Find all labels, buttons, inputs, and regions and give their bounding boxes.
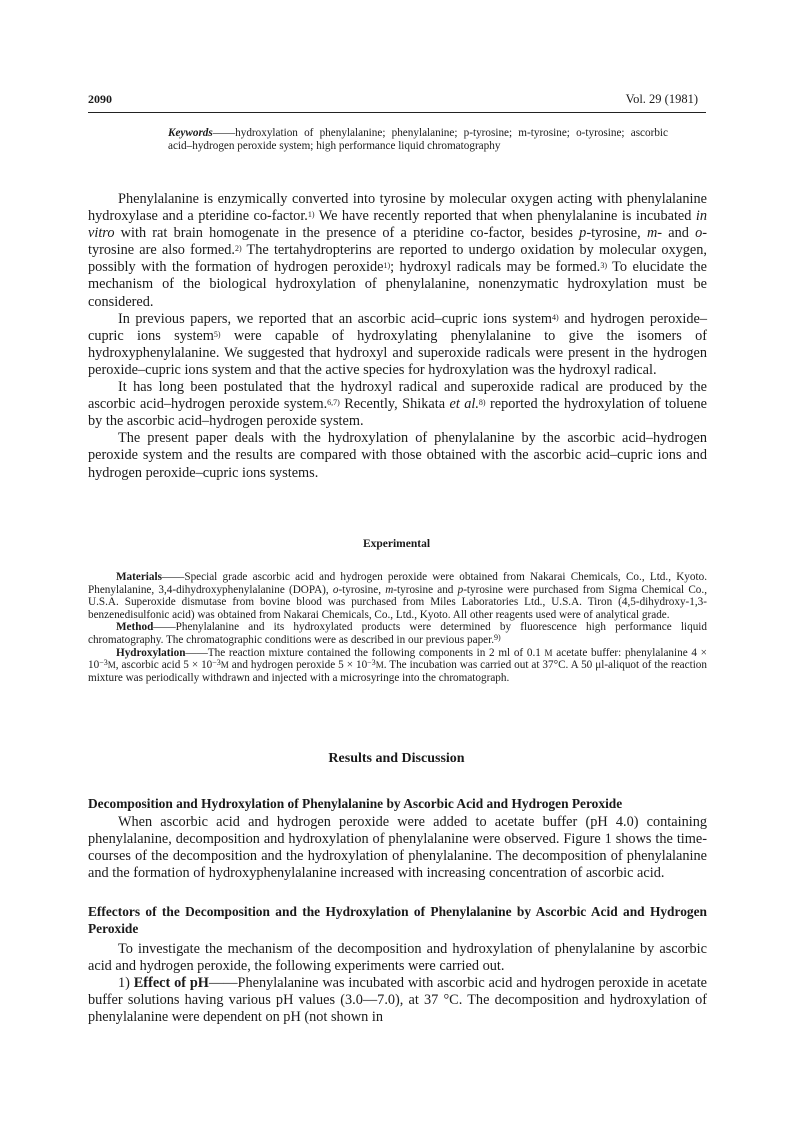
text: were capable of hydroxylating phenylalanine to give the isomers of hydroxyphenylalanine. We suggested that hydroxyl and superoxide radicals were present in the hydrogen peroxide–cupric ions system and that the active species for hydroxylation was the hydroxyl radical. xyxy=(88,327,707,378)
text: . The incubation was carried out at 37°C. A 50 μl-aliquot of the reaction mixture was periodically withdrawn and injected with a microsyringe into the chromatograph. xyxy=(88,659,707,684)
text: Phenylalanine was incubated with ascorbic acid and hydrogen peroxide in acetate buffer solutions having various pH values (3.0—7.0), at 37 °C. The decomposition and hydroxylation of phenylalanine were dependent on pH (not shown in xyxy=(88,975,708,1026)
text: and hydrogen peroxide 5 × 10 xyxy=(228,659,368,672)
text: , ascorbic acid 5 × 10 xyxy=(115,659,213,672)
text: Recently, Shikata xyxy=(339,396,450,413)
text: - and xyxy=(657,225,696,242)
materials-paragraph xyxy=(88,571,707,621)
unit: M xyxy=(107,660,116,671)
text: reported the hydroxylation of toluene by the ascorbic acid–hydrogen peroxide system. xyxy=(88,396,707,430)
ref: 4) xyxy=(552,312,559,322)
ref: 1) xyxy=(383,261,391,271)
text: and hydrogen peroxide–cupric ions system xyxy=(88,310,707,344)
exponent: −3 xyxy=(212,658,221,668)
experimental-block xyxy=(88,571,707,684)
ref: 5) xyxy=(213,329,221,339)
text-italic: m xyxy=(385,583,394,596)
intro-paragraph-3 xyxy=(88,379,707,430)
section-title-results: Results and Discussion xyxy=(328,751,465,766)
unit: M xyxy=(220,660,229,671)
text: ; hydroxyl radicals may be formed. xyxy=(390,259,601,276)
intro-paragraph-1 xyxy=(88,191,707,311)
method-label: Method xyxy=(116,621,154,634)
dash: —— xyxy=(185,646,208,659)
hydroxylation-paragraph xyxy=(88,647,707,685)
materials-label: Materials xyxy=(116,571,162,583)
results-paragraph-2: To investigate the mechanism of the decomposition and hydroxylation of phenylalanine by ascorbic acid and hydrogen peroxide, the following experiments were carried out. xyxy=(88,941,707,975)
text: Phenylalanine and its hydroxylated products were determined by fluorescence high performance liquid chromatography. The chromatographic conditions were as described in our previous paper. xyxy=(88,621,707,646)
text: In previous papers, we reported that an ascorbic acid–cupric ions system xyxy=(118,310,553,327)
text-italic: p xyxy=(579,225,587,242)
text: -tyrosine are also formed. xyxy=(88,225,707,259)
text-italic: o xyxy=(695,225,703,242)
text: Special grade ascorbic acid and hydrogen peroxide were obtained from Nakarai Chemicals, Co., Ltd., Kyoto. Phenylalanine, 3,4-dihydroxyphenylalanine (DOPA), xyxy=(88,571,707,596)
ref: 1) xyxy=(307,210,315,220)
text-italic: o xyxy=(332,583,339,596)
text: The reaction mixture contained the following components in 2 ml of 0.1 xyxy=(207,646,545,659)
text: It has long been postulated that the hydroxyl radical and superoxide radical are produced by the ascorbic acid–hydrogen peroxide system. xyxy=(88,379,707,413)
subheading-decomposition: Decomposition and Hydroxylation of Phenylalanine by Ascorbic Acid and Hydrogen Peroxide xyxy=(88,796,623,811)
dash: —— xyxy=(208,975,238,992)
results-paragraph-1-block xyxy=(88,814,707,882)
method-paragraph xyxy=(88,621,707,646)
text: Phenylalanine is enzymically converted into tyrosine by molecular oxygen acting with phenylalanine hydroxylase and a pteridine co-factor. xyxy=(88,191,707,225)
unit: M xyxy=(544,647,553,658)
intro-paragraph-4: The present paper deals with the hydroxylation of phenylalanine by the ascorbic acid–hydrogen peroxide system and the results are compared with those obtained with the ascorbic acid–cupric ions and hydrogen peroxide–cupric ions systems. xyxy=(88,430,707,481)
text: We have recently reported that when phenylalanine is incubated xyxy=(314,208,696,225)
page-number: 2090 xyxy=(88,92,112,106)
text: -tyrosine, xyxy=(338,583,386,596)
ref: 8) xyxy=(478,398,486,408)
keywords-dash: —— xyxy=(212,127,236,139)
results-paragraph-3 xyxy=(88,975,707,1026)
section-title-experimental: Experimental xyxy=(362,538,431,550)
subheading-effectors: Effectors of the Decomposition and the Hydroxylation of Phenylalanine by Ascorbic Acid and Hydrogen Peroxide xyxy=(88,904,707,936)
intro-paragraph-2 xyxy=(88,311,707,379)
text: with rat brain homogenate in the presence of a pteridine co-factor, besides xyxy=(114,225,580,242)
text: -tyrosine, xyxy=(586,225,647,242)
text-italic: m xyxy=(646,225,658,242)
results-paragraph-2-block xyxy=(88,941,707,1026)
ref: 6,7) xyxy=(327,398,340,408)
hydroxylation-label: Hydroxylation xyxy=(116,646,186,659)
effect-ph-label: Effect of pH xyxy=(133,975,209,992)
volume-label: Vol. 29 (1981) xyxy=(625,92,698,106)
dash: —— xyxy=(153,621,176,634)
text: -tyrosine and xyxy=(393,583,458,596)
unit: M xyxy=(375,660,384,671)
dash: —— xyxy=(161,571,185,583)
text-italic: in vitro xyxy=(88,208,707,242)
text: The tertahydropterins are reported to undergo oxidation by molecular oxygen, possibly with the formation of hydrogen peroxide xyxy=(88,242,707,276)
ref: 2) xyxy=(234,244,242,254)
text: acetate buffer: phenylalanine 4 × 10 xyxy=(88,646,707,672)
text-italic: p xyxy=(457,583,464,596)
introduction xyxy=(88,191,707,482)
keywords-block xyxy=(168,127,668,154)
keywords-label: Keywords xyxy=(168,127,213,139)
ref: 3) xyxy=(600,261,607,271)
ref: 9) xyxy=(494,632,501,642)
text: To elucidate the mechanism of the biological hydroxylation of phenylalanine, nonenzymatic hydroxylation must be considered. xyxy=(88,259,707,310)
text-italic: et al. xyxy=(449,396,479,413)
item-number: 1) xyxy=(118,975,130,992)
header-rule xyxy=(88,112,706,113)
results-paragraph-1: When ascorbic acid and hydrogen peroxide were added to acetate buffer (pH 4.0) containing phenylalanine, decomposition and hydroxylation of phenylalanine were observed. Figure 1 shows the time-courses of the decomposition and the hydroxylation of phenylalanine. The decomposition of phenylalanine and the formation of hydroxyphenylalanine increased with increasing concentration of ascorbic acid. xyxy=(88,814,707,882)
exponent: −3 xyxy=(367,658,376,668)
keywords-text: hydroxylation of phenylalanine; phenylalanine; p-tyrosine; m-tyrosine; o-tyrosine; ascorbic acid–hydrogen peroxide system; high performance liquid chromatography xyxy=(168,127,668,153)
exponent: −3 xyxy=(99,658,108,668)
text: -tyrosine were purchased from Sigma Chemical Co., U.S.A. Superoxide dismutase from bovine blood was purchased from Miles Laboratories Ltd., U.S.A. Tiron (4,5-dihydroxy-1,3-benzenedisulfonic acid) was obtained from Nakarai Chemicals, Co., Ltd., Kyoto. All other reagents used were of analytical grade. xyxy=(88,583,707,621)
